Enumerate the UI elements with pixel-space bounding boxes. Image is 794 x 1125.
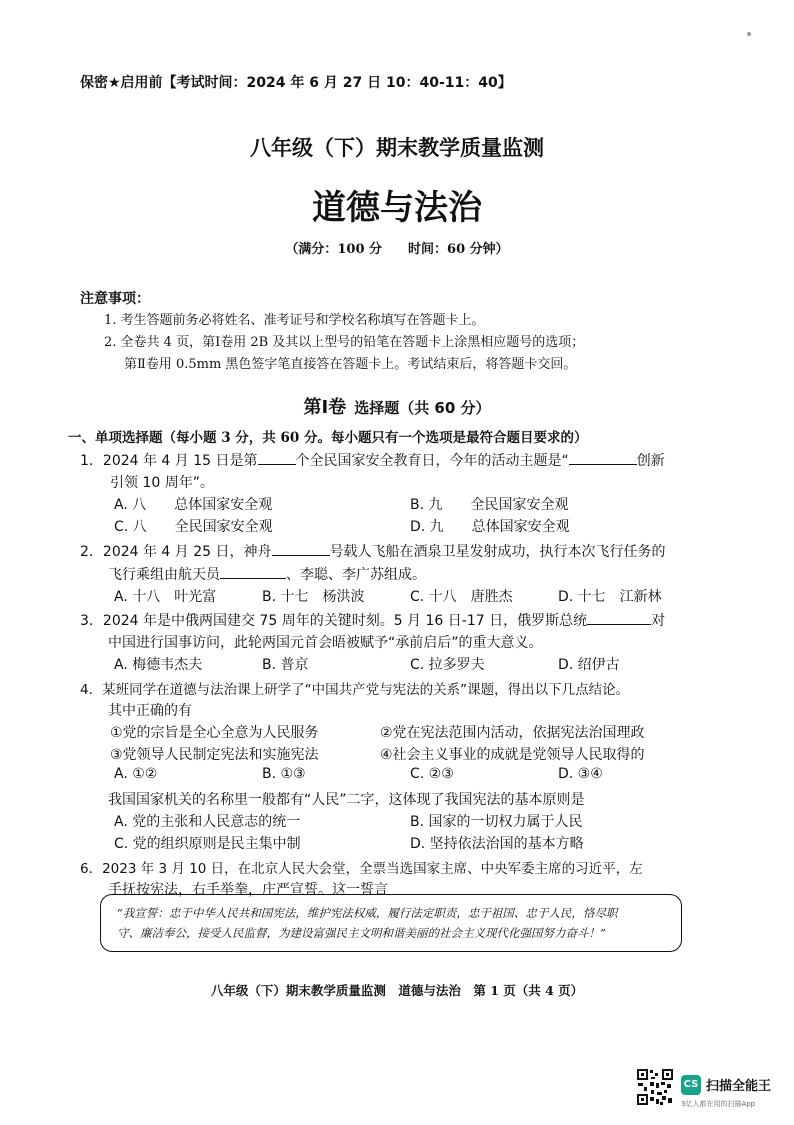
section-title-sub: 选择题（共 60 分） (354, 399, 491, 417)
q2-blank-1 (272, 541, 330, 556)
q4-option-c: C. ②③ (410, 766, 454, 782)
q1-text-a: 1．2024 年 4 月 15 日是第 (80, 453, 258, 469)
q4-option-a: A. ①② (114, 766, 158, 782)
q1-option-b: B. 九 全民国家安全观 (410, 497, 569, 513)
q5-option-b: B. 国家的一切权力属于人民 (410, 814, 583, 830)
q1-option-d: D. 九 总体国家安全观 (410, 519, 570, 535)
q1-blank-2 (569, 450, 637, 465)
q4-option-d: D. ③④ (558, 766, 603, 782)
notice-item-2: 2. 全卷共 4 页，第Ⅰ卷用 2B 及其以上型号的铅笔在答题卡上涂黑相应题号的选项； (104, 335, 585, 350)
q1-option-a: A. 八 总体国家安全观 (114, 497, 273, 513)
q3-text-a: 3．2024 年是中俄两国建交 75 周年的关键时刻。5 月 16 日-17 日，俄罗斯总统 (80, 613, 588, 629)
notice-item-1: 1. 考生答题前务必将姓名、准考证号和学校名称填写在答题卡上。 (104, 313, 485, 328)
q1-option-c: C. 八 全民国家安全观 (114, 519, 273, 535)
q2-blank-2 (220, 564, 286, 579)
camscanner-name: 扫描全能王 (706, 1079, 772, 1094)
q2-text-d: 、李聪、李广苏组成。 (286, 567, 426, 583)
page-title: 道德与法治 (312, 188, 482, 228)
part-title: 一、单项选择题（每小题 3 分，共 60 分。每小题只有一个选项是最符合题目要求的） (68, 430, 588, 446)
q1-text-c: 创新 (636, 453, 665, 469)
question-5-line-1: 我国国家机关的名称里一般都有“人民”二字，这体现了我国宪法的基本原则是 (108, 792, 585, 808)
q2-option-a: A. 十八 叶光富 (114, 589, 217, 605)
question-6-line-1: 6．2023 年 3 月 10 日，在北京人民大会堂，全票当选国家主席、中央军委主席的习近平，左 (80, 861, 643, 877)
q5-option-d: D. 坚持依法治国的基本方略 (410, 836, 584, 852)
q4-option-b: B. ①③ (262, 766, 306, 782)
q1-text-b: 个全民国家安全教育日，今年的活动主题是“ (295, 453, 569, 469)
exam-subtitle: 八年级（下）期末教学质量监测 (250, 135, 544, 160)
q4-statement-4: ④社会主义事业的成就是党领导人民取得的 (380, 747, 645, 763)
page-footer: 八年级（下）期末教学质量监测 道德与法治 第 1 页（共 4 页） (210, 983, 584, 998)
section-title-main: 第Ⅰ卷 (303, 397, 347, 418)
q2-text-c: 飞行乘组由航天员 (108, 567, 220, 583)
q4-statement-3: ③党领导人民制定宪法和实施宪法 (110, 747, 319, 763)
scan-speck (747, 32, 751, 36)
question-2-line-1 (80, 541, 666, 561)
question-6-line-2: 手抚按宪法，右手举拳，庄严宣誓。这一誓言 (108, 882, 388, 898)
question-4-line-1: 4．某班同学在道德与法治课上研学了“中国共产党与宪法的关系”课题，得出以下几点结论。 (80, 682, 630, 698)
q2-text-a: 2．2024 年 4 月 25 日，神舟 (80, 544, 272, 560)
notice-title: 注意事项： (80, 291, 150, 307)
exam-time-note: 保密★启用前【考试时间：2024 年 6 月 27 日 10：40-11：40】 (80, 75, 512, 91)
camscanner-logo-icon: CS (681, 1075, 701, 1095)
question-2-line-2 (108, 564, 426, 584)
oath-quote-box (100, 894, 682, 952)
question-3-line-1 (80, 610, 665, 630)
q2-option-b: B. 十七 杨洪波 (262, 589, 365, 605)
oath-quote-line-1: “我宣誓：忠于中华人民共和国宪法，维护宪法权威，履行法定职责，忠于祖国、忠于人民，恪尽职 (117, 906, 618, 920)
question-1-line-1 (80, 450, 665, 470)
camscanner-tagline: 3亿人都在用的扫描App (681, 1100, 756, 1108)
oath-quote-line-2: 守、廉洁奉公，接受人民监督，为建设富强民主文明和谐美丽的社会主义现代化强国努力奋斗！” (117, 926, 606, 940)
q1-blank-1 (258, 450, 296, 465)
question-1-line-2: 引领 10 周年”。 (110, 475, 214, 491)
question-3-line-2: 中国进行国事访问，此轮两国元首会晤被赋予“承前启后”的重大意义。 (108, 635, 543, 651)
q3-text-b: 对 (651, 613, 666, 629)
q2-option-c: C. 十八 唐胜杰 (410, 589, 513, 605)
q3-option-a: A. 梅德韦杰夫 (114, 657, 203, 673)
q3-option-c: C. 拉多罗夫 (410, 657, 485, 673)
score-time-line: （满分：100 分 时间：60 分钟） (285, 242, 509, 257)
q2-text-b: 号载人飞船在酒泉卫星发射成功，执行本次飞行任务的 (329, 544, 666, 560)
q5-option-a: A. 党的主张和人民意志的统一 (114, 814, 301, 830)
question-4-line-2: 其中正确的有 (108, 703, 192, 719)
q3-option-b: B. 普京 (262, 657, 309, 673)
q4-statement-1: ①党的宗旨是全心全意为人民服务 (110, 725, 319, 741)
q5-option-c: C. 党的组织原则是民主集中制 (114, 836, 301, 852)
notice-item-3: 第Ⅱ卷用 0.5mm 黑色签字笔直接答在答题卡上。考试结束后，将答题卡交回。 (124, 357, 577, 372)
section-title (0, 393, 794, 419)
q3-blank (587, 610, 651, 625)
q4-statement-2: ②党在宪法范围内活动，依据宪法治国理政 (380, 725, 645, 741)
q2-option-d: D. 十七 江新林 (558, 589, 662, 605)
qr-code-icon (636, 1068, 674, 1106)
q3-option-d: D. 绍伊古 (558, 657, 620, 673)
